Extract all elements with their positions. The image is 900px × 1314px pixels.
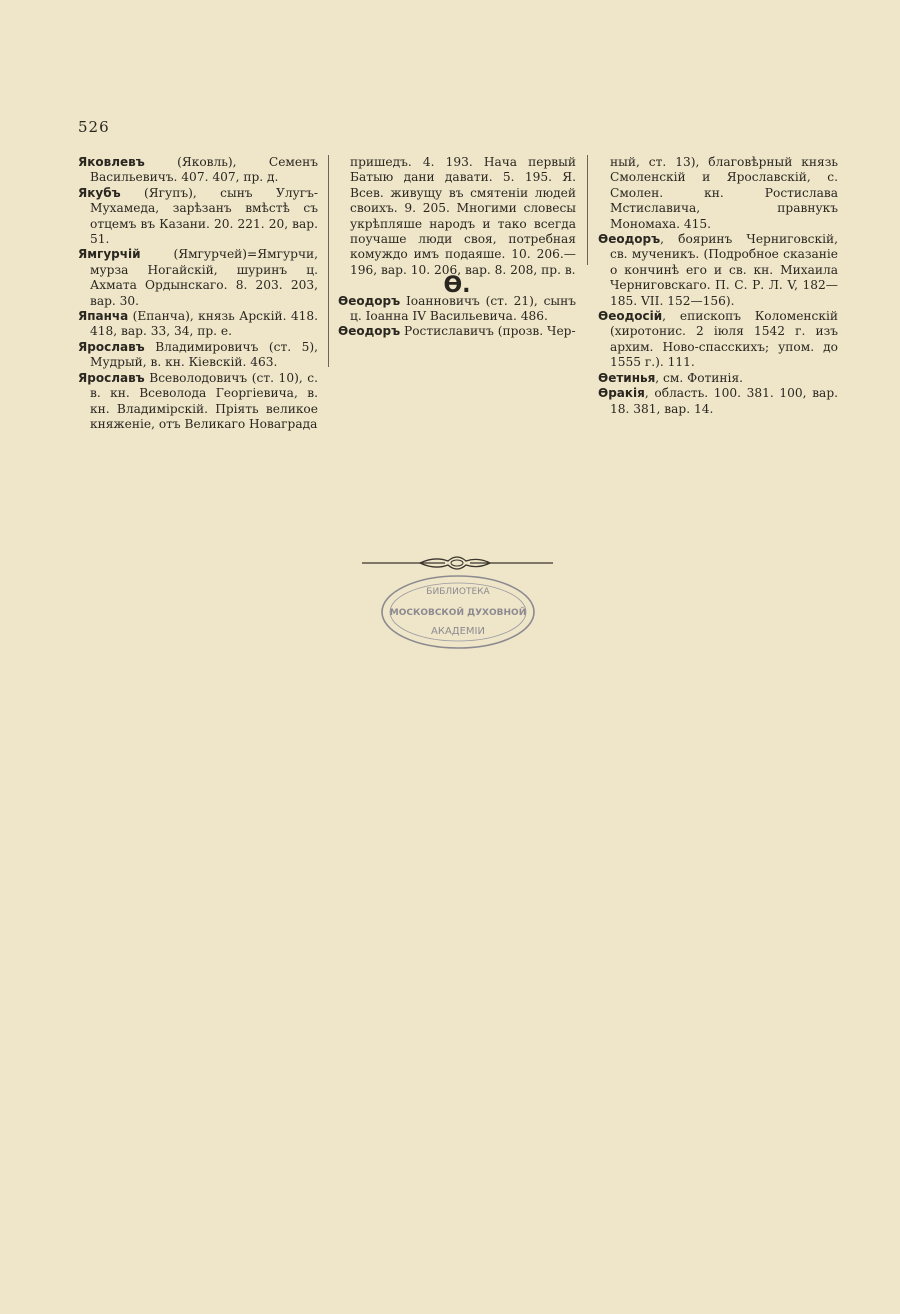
stamp-line3: АКАДЕМІИ [431,626,485,637]
entry-head: Ѳеодосій [598,309,663,324]
column-1 [78,155,318,432]
entry [78,340,318,371]
entry-text: (Ямгурчей)=Ямгурчи, мурза Ногайскій, шуринъ ц. Ахмата Ордынскаго. 8. 203. 203, вар. 30. [90,247,318,308]
entry [78,247,318,309]
entry [78,155,318,186]
entry [598,232,838,309]
column-3 [598,155,838,417]
entry [598,309,838,371]
entry-continuation: ный, ст. 13), благовѣрный князь Смоленскій и Ярославскій, с. Смолен. кн. Ростислава Мстиславича, правнукъ Мономаха. 415. [610,155,838,231]
entry-head: Япанча [78,309,129,324]
entry-continuation: пришедъ. 4. 193. Нача первый Батыю дани давати. 5. 195. Я. Всев. живущу въ смятеніи людей своихъ. 9. 205. Многими словесы укрѣпляше народъ и тако всегда поучаше люди своя, потребная комуждо имъ подаяше. 10. 206.—196, вар. 10. 206, вар. 8. 208, пр. в. [350,155,576,277]
entry-text: (Епанча), князь Арскій. 418. 418, вар. 33, 34, пр. е. [90,309,318,339]
column-rule-2 [587,155,588,265]
entry-text: Всеволодовичъ (ст. 10), с. в. кн. Всеволода Георгіевича, в. кн. Владимірскій. Пріять великое княженіе, отъ Великаго Новаграда [90,370,318,431]
entry-head: Ѳеодоръ [338,293,401,308]
entry-text: Іоанновичъ (ст. 21), сынъ ц. Іоанна IV Васильевича. 486. [350,293,576,324]
entry [598,386,838,417]
entry-text: (Яковль), Семенъ Васильевичъ. 407. 407, пр. д. [90,155,318,185]
entry-text: Ростиславичъ (прозв. Чер- [400,324,576,339]
entry [338,324,576,339]
entry-head: Ярославъ [78,370,145,385]
column-2 [338,155,576,340]
entry-text: (Ягупъ), сынъ Улугъ-Мухамеда, зарѣзанъ вмѣстѣ съ отцемъ въ Казани. 20. 221. 20, вар. 51. [90,185,318,247]
stamp-line1: БИБЛИОТЕКА [426,587,490,597]
entry-text: , область. 100. 381. 100, вар. 18. 381, вар. 14. [610,386,838,416]
entry-head: Ярославъ [78,339,145,354]
entry-text: Владимировичъ (ст. 5), Мудрый, в. кн. Кіевскій. 463. [90,339,318,370]
entry-head: Ѳракія [598,386,645,401]
page-number: 526 [78,118,110,136]
entry [78,309,318,340]
entry [338,294,576,325]
entry-head: Ѳеодоръ [338,324,401,339]
entry-head: Ѳетинья [598,370,656,385]
entry [78,371,318,433]
stamp-line2: МОСКОВСКОЙ ДУХОВНОЙ [389,608,527,618]
entry-head: Ѳеодоръ [598,232,661,247]
entry-head: Яковлевъ [78,155,145,169]
library-stamp [378,572,538,652]
entry-head: Якубъ [78,185,121,200]
entry-text: , бояринъ Черниговскій, св. мученикъ. (Подробное сказаніе о кончинѣ его и св. кн. Михаила Черниговскаго. П. С. Р. Л. V, 182—185. VII. 152—156). [610,232,838,308]
entry-text: , епископъ Коломенскій (хиротонис. 2 іюля 1542 г. изъ архим. Ново-спасскихъ; упом. до 1555 г.). 111. [610,309,838,370]
entry [78,186,318,248]
section-letter: Ѳ. [443,273,471,299]
entry-text: , см. Фотинія. [655,370,744,385]
column-rule-1 [328,155,329,367]
entry [598,371,838,386]
entry-head: Ямгурчій [78,247,141,262]
